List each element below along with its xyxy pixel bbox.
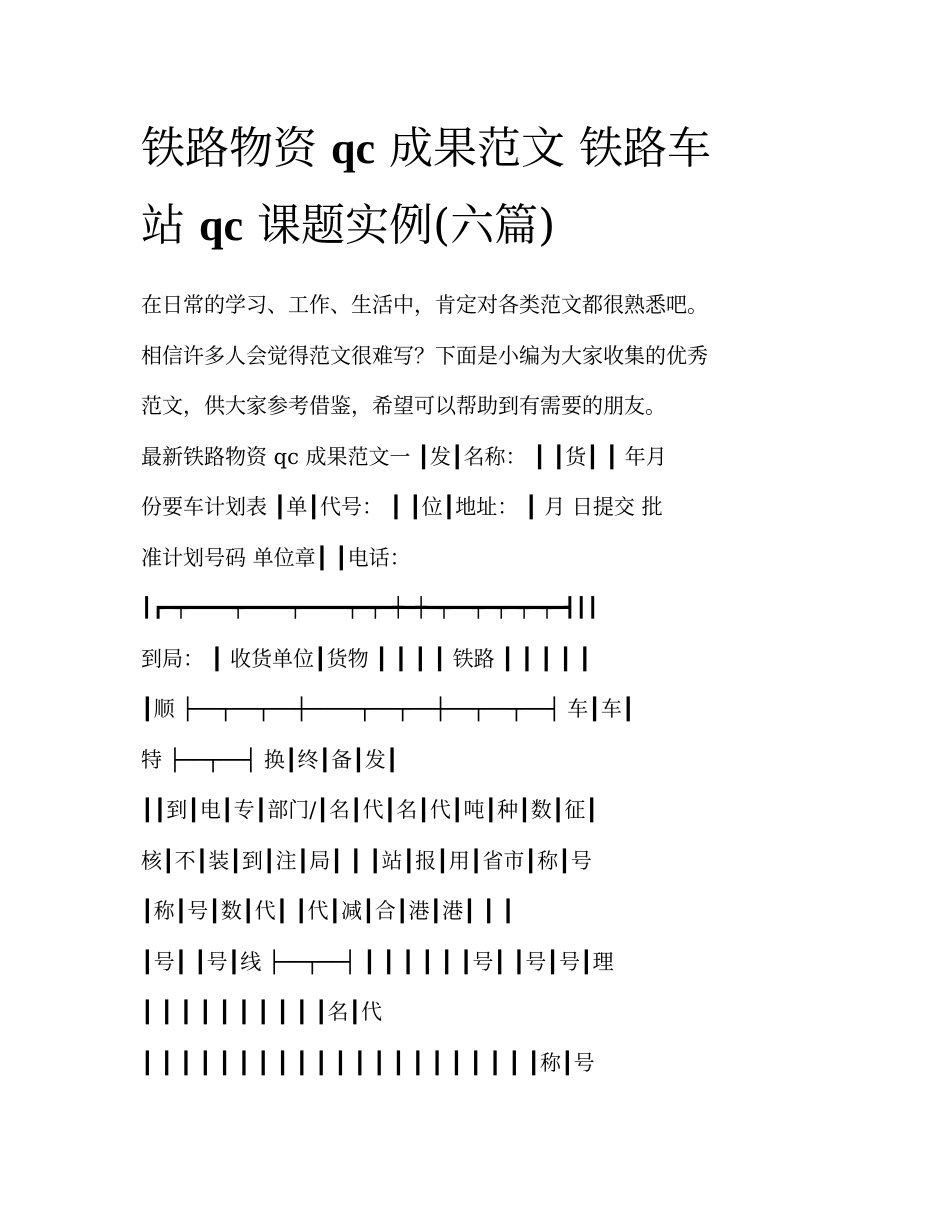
- document-body: [141, 280, 821, 1088]
- title-line-2: 站 qc 课题实例(六篇): [141, 200, 556, 251]
- body-line: ┃ ┃ ┃ ┃ ┃ ┃ ┃ ┃ ┃ ┃ ┃ ┃ ┃ ┃ ┃ ┃ ┃ ┃ ┃ ┃ ┃称┃号: [141, 1050, 595, 1075]
- body-line: 最新铁路物资 qc 成果范文一 ┃发┃名称： ┃ ┃货┃ ┃ 年月: [141, 444, 667, 469]
- body-line: 相信许多人会觉得范文很难写？下面是小编为大家收集的优秀: [141, 343, 708, 368]
- body-line: 准计划号码 单位章┃ ┃电话：: [141, 545, 411, 570]
- body-line: 范文，供大家参考借鉴，希望可以帮助到有需要的朋友。: [141, 394, 666, 418]
- body-line: 份要车计划表 ┃单┃代号： ┃ ┃位┃地址： ┃ 月 日提交 批: [141, 495, 663, 519]
- body-line: ┃顺 ├──┬──┬──┼────┬──┬──┼──┬──┬──┤ 车┃车┃: [141, 697, 635, 721]
- body-line: 在日常的学习、工作、生活中，肯定对各类范文都很熟悉吧。: [141, 293, 708, 317]
- document-page: [141, 110, 821, 1088]
- document-title: [141, 110, 821, 264]
- body-line: ┃号┃ ┃号┃线 ├──┬──┤ ┃ ┃ ┃ ┃ ┃ ┃号┃ ┃号┃号┃理: [141, 949, 614, 974]
- body-line: ┃ ┃ ┃ ┃ ┃ ┃ ┃ ┃ ┃ ┃名┃代: [141, 1000, 383, 1024]
- title-line-1: 铁路物资 qc 成果范文 铁路车: [141, 123, 711, 174]
- table-border-line: ┃┏━┯━━━━┯━━━━┯━━━━┯━┯━┿━┿━┯━━┯━┯━┯━┯━┫┃┃: [141, 597, 599, 619]
- body-line: 到局： ┃ 收货单位┃货物 ┃ ┃ ┃ ┃ 铁路 ┃ ┃ ┃ ┃ ┃: [141, 646, 592, 671]
- body-line: ┃称┃号┃数┃代┃ ┃代┃减┃合┃港┃港┃ ┃ ┃: [141, 899, 515, 923]
- body-line: ┃┃到┃电┃专┃部门/┃名┃代┃名┃代┃吨┃种┃数┃征┃: [141, 798, 599, 822]
- body-line: 核┃不┃装┃到┃注┃局┃ ┃ ┃站┃报┃用┃省市┃称┃号: [141, 848, 592, 873]
- body-line: 特 ├──┬──┤ 换┃终┃备┃发┃: [141, 747, 399, 772]
